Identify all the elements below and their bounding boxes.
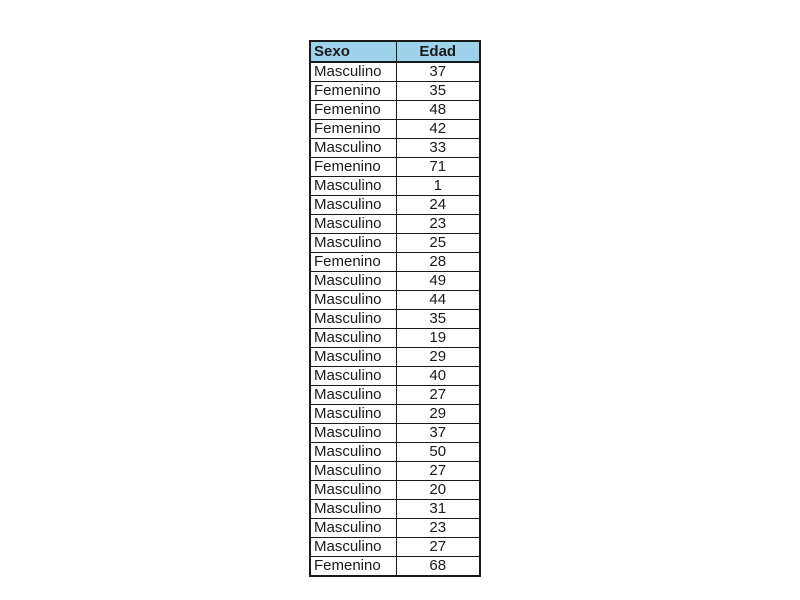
cell-edad: 20 [396,481,480,500]
cell-sexo: Femenino [310,120,396,139]
cell-sexo: Femenino [310,158,396,177]
cell-sexo: Masculino [310,462,396,481]
table-row [310,443,480,462]
cell-edad: 23 [396,215,480,234]
cell-sexo: Masculino [310,272,396,291]
cell-edad: 50 [396,443,480,462]
cell-edad: 37 [396,62,480,82]
table-row [310,215,480,234]
cell-edad: 24 [396,196,480,215]
table-row [310,272,480,291]
cell-edad: 19 [396,329,480,348]
table-row [310,481,480,500]
cell-edad: 40 [396,367,480,386]
cell-edad: 33 [396,139,480,158]
table-row [310,139,480,158]
cell-sexo: Masculino [310,234,396,253]
table-row [310,101,480,120]
table-row [310,310,480,329]
cell-edad: 35 [396,310,480,329]
cell-sexo: Masculino [310,443,396,462]
cell-sexo: Masculino [310,386,396,405]
cell-sexo: Masculino [310,500,396,519]
table-row [310,348,480,367]
cell-sexo: Masculino [310,139,396,158]
cell-sexo: Masculino [310,196,396,215]
table-row [310,405,480,424]
table-row [310,519,480,538]
cell-sexo: Masculino [310,367,396,386]
cell-sexo: Masculino [310,424,396,443]
cell-edad: 42 [396,120,480,139]
table-row [310,329,480,348]
cell-edad: 23 [396,519,480,538]
table-row [310,196,480,215]
cell-sexo: Masculino [310,405,396,424]
header-row [310,41,480,62]
column-header-sexo: Sexo [310,41,396,62]
cell-edad: 27 [396,538,480,557]
cell-edad: 48 [396,101,480,120]
table-row [310,386,480,405]
cell-edad: 27 [396,386,480,405]
cell-sexo: Femenino [310,101,396,120]
table-row [310,291,480,310]
cell-edad: 29 [396,348,480,367]
cell-edad: 28 [396,253,480,272]
table-row [310,62,480,82]
column-header-edad: Edad [396,41,480,62]
cell-edad: 35 [396,82,480,101]
cell-edad: 44 [396,291,480,310]
cell-edad: 37 [396,424,480,443]
cell-sexo: Masculino [310,177,396,196]
cell-sexo: Femenino [310,253,396,272]
table-body [310,62,480,576]
cell-edad: 29 [396,405,480,424]
cell-edad: 68 [396,557,480,577]
cell-sexo: Masculino [310,329,396,348]
table-row [310,367,480,386]
data-table [309,40,481,577]
cell-edad: 49 [396,272,480,291]
table-row [310,120,480,139]
table-row [310,234,480,253]
cell-edad: 25 [396,234,480,253]
cell-sexo: Masculino [310,62,396,82]
cell-sexo: Masculino [310,538,396,557]
cell-sexo: Femenino [310,82,396,101]
cell-sexo: Masculino [310,348,396,367]
table-row [310,253,480,272]
cell-edad: 1 [396,177,480,196]
cell-edad: 31 [396,500,480,519]
table-row [310,557,480,577]
cell-sexo: Masculino [310,519,396,538]
table-row [310,82,480,101]
table-row [310,177,480,196]
cell-edad: 71 [396,158,480,177]
cell-sexo: Masculino [310,291,396,310]
table-row [310,500,480,519]
cell-sexo: Femenino [310,557,396,577]
cell-sexo: Masculino [310,310,396,329]
table-header [310,41,480,62]
cell-sexo: Masculino [310,215,396,234]
table-row [310,538,480,557]
table-row [310,424,480,443]
table-row [310,158,480,177]
cell-sexo: Masculino [310,481,396,500]
table-row [310,462,480,481]
cell-edad: 27 [396,462,480,481]
